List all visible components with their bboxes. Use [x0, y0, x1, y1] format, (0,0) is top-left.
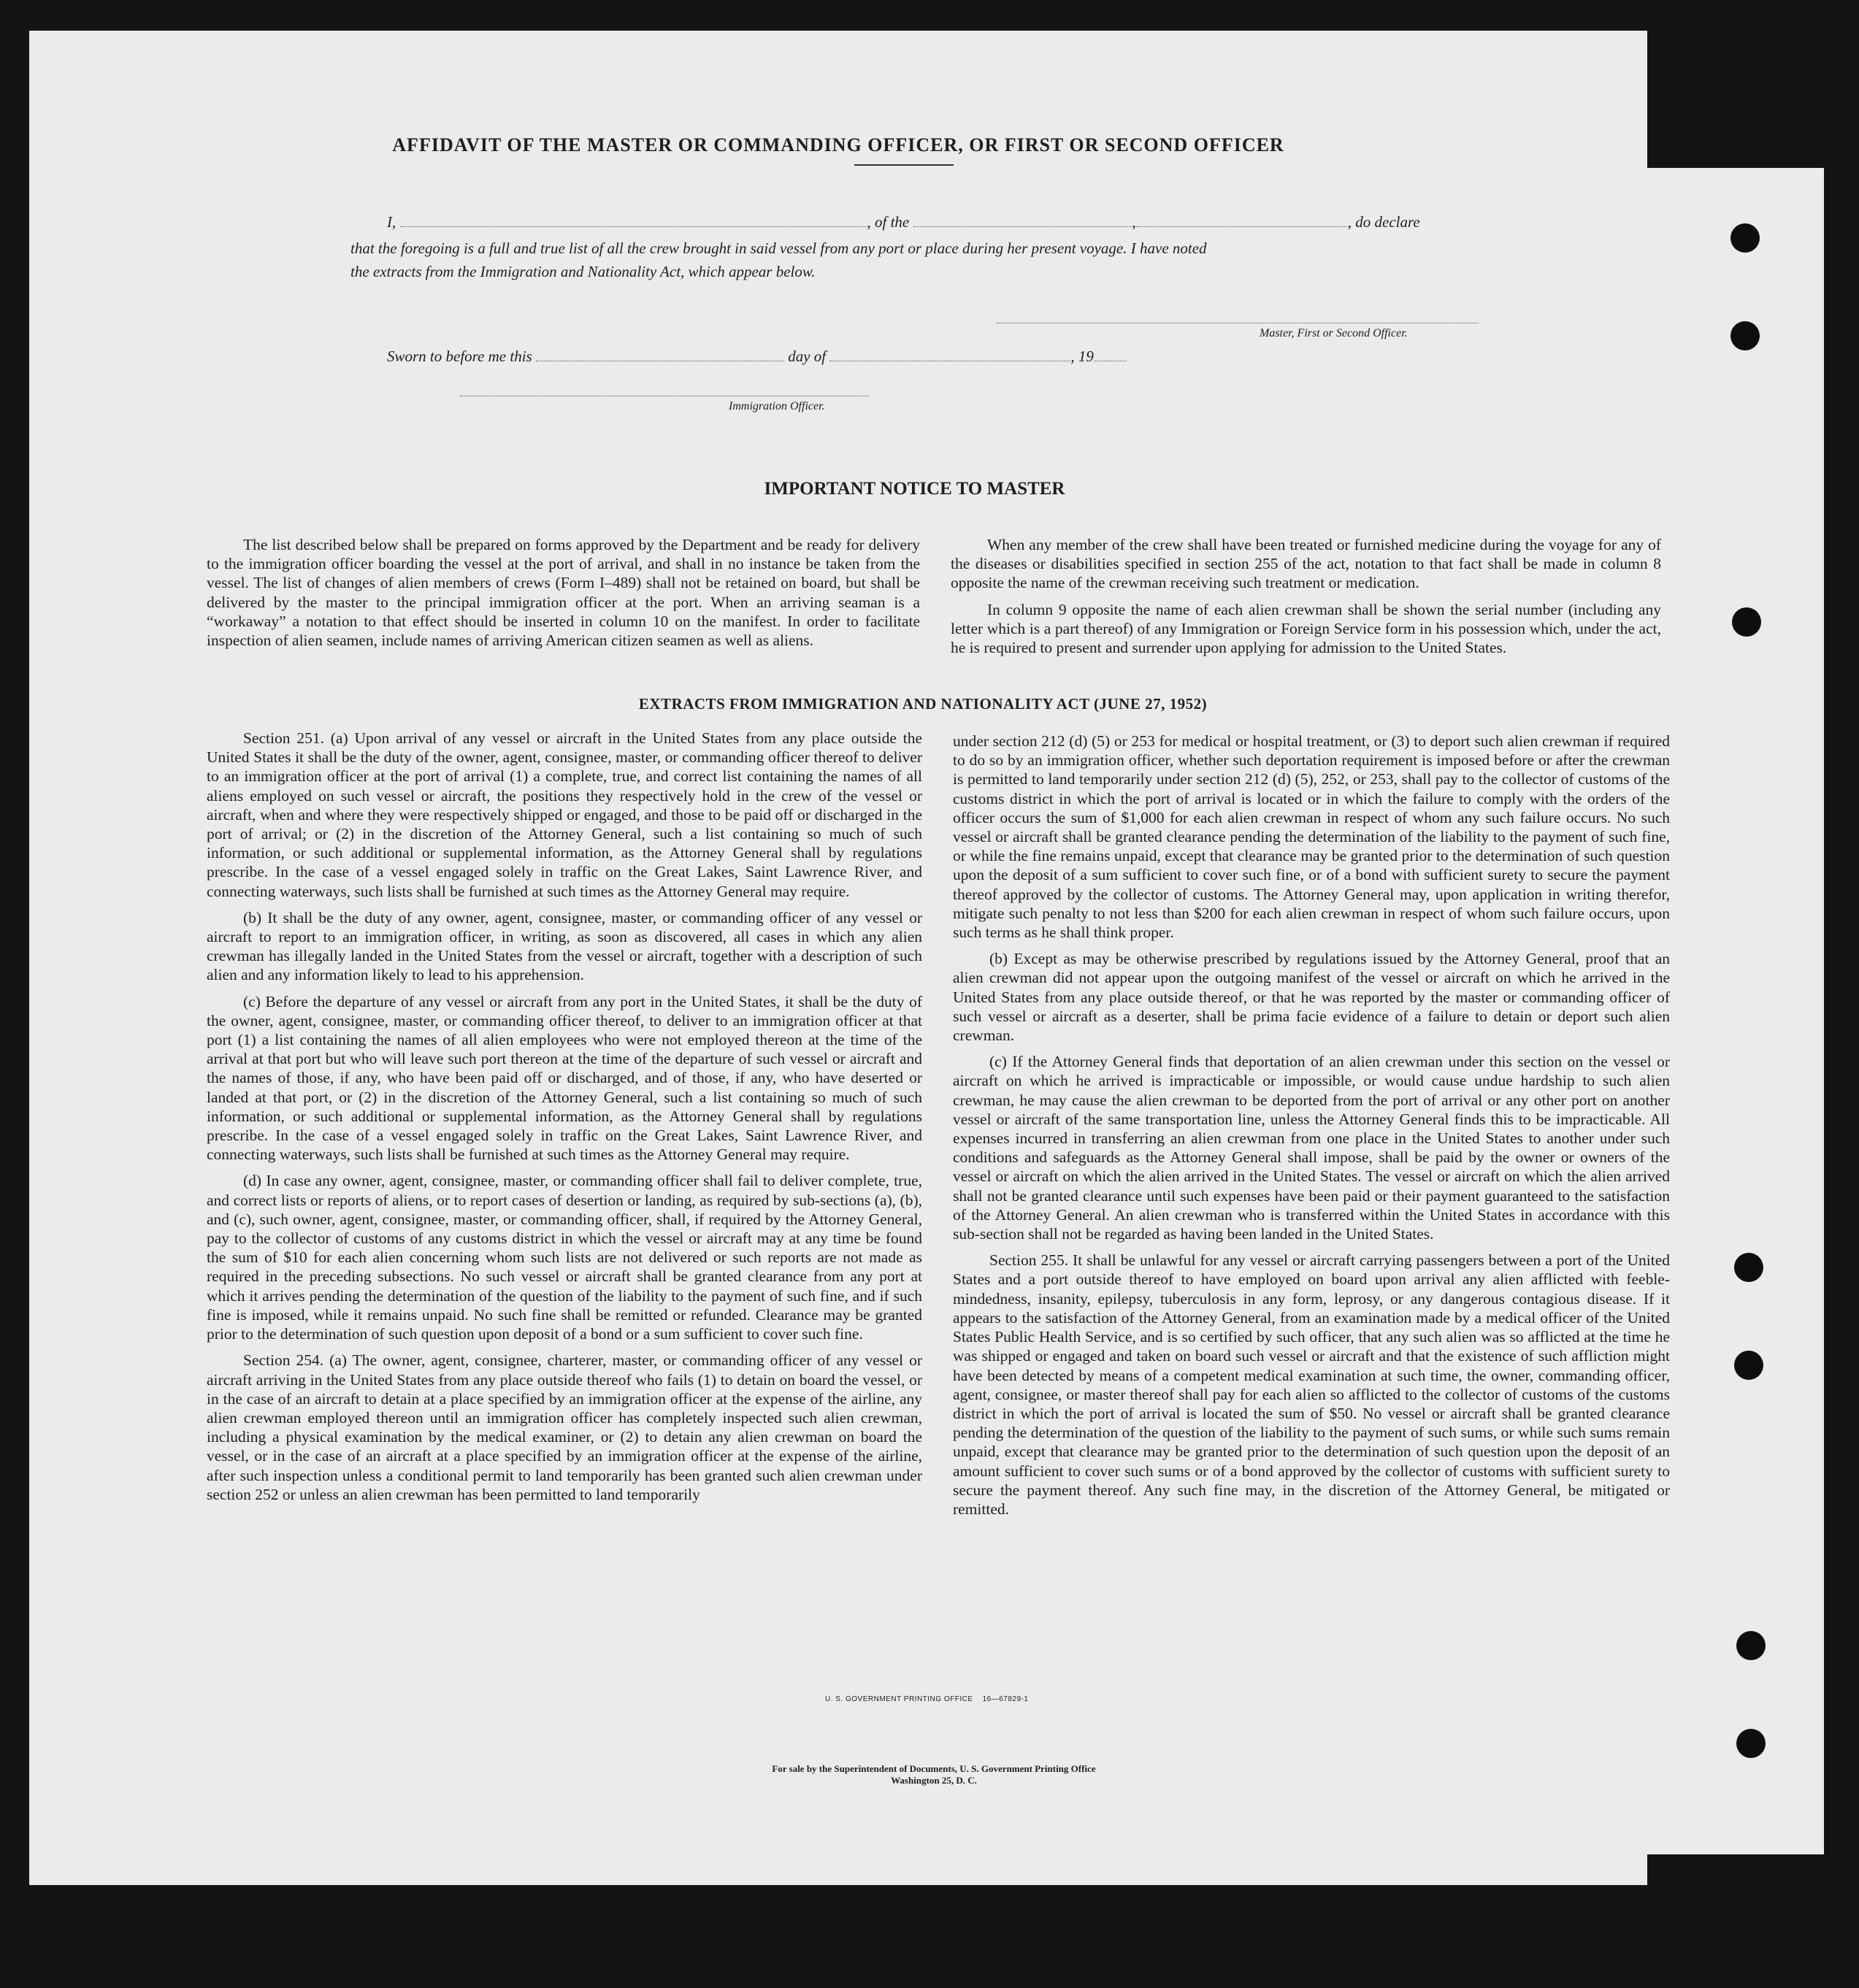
section-254-b: (b) Except as may be otherwise prescribed by regulations issued by the Attorney General, proof that an alien crewman did not appear upon the outgoing manifest of the vessel or aircraft on which he arrived in the United States from any place outside thereof, or that he was reported by the master or commanding officer of such vessel or aircraft as a deserter, shall be prima facie evidence of a failure to detain or deport such alien crewman.	[953, 950, 1670, 1045]
do-declare-label: , do declare	[1347, 213, 1420, 231]
sworn-label: Sworn to before me this	[387, 348, 532, 365]
section-254-a-cont: under section 212 (d) (5) or 253 for medical or hospital treatment, or (3) to deport such alien crewman if required to do so by an immigration officer, whether such deportation requirement is imposed before or after the crewman is permitted to land temporarily under section 212 (d) (5), 252, or 253, shall pay to the collector of customs of the customs district in which the port of arrival is located or in which the failure to comply with the orders of the officer occurs the sum of $1,000 for each alien crewman in respect of whom any such failure occurs. No such vessel or aircraft shall be granted clearance pending the determination of the liability to the payment of such fine, or while the fine remains unpaid, except that clearance may be granted prior to the determination of such question upon the deposit of a sum sufficient to cover such fine, or of a bond with sufficient surety to secure the payment thereof approved by the collector of customs. The Attorney General may, upon application in writing therefor, mitigate such penalty to not less than $200 for each alien crewman in respect of whom such failure occurs, upon such terms as he shall think proper.	[953, 732, 1670, 942]
of-the-label: , of the	[867, 213, 910, 231]
vessel-blank[interactable]	[913, 226, 1132, 227]
title-underline	[854, 164, 954, 166]
declaration-line-1	[387, 213, 1420, 231]
binder-hole	[1734, 1253, 1763, 1282]
declaration-line-2: that the foregoing is a full and true list of all the crew brought in said vessel from any port or place during her present voyage. I have noted	[350, 239, 1207, 257]
section-251-a: Section 251. (a) Upon arrival of any vessel or aircraft in the United States from any place outside the United States it shall be the duty of the owner, agent, consignee, master, or commanding officer thereof to deliver to an immigration officer at the port of arrival (1) a complete, true, and correct list containing the names of all aliens employed on such vessel or aircraft, the positions they respectively hold in the crew of the vessel or aircraft, when and where they were respectively shipped or engaged, and those to be paid off or discharged in the port of arrival; or (2) in the discretion of the Attorney General, such a list containing so much of such information, or such additional or supplemental information, as the Attorney General shall by regulations prescribe. In the case of a vessel engaged solely in traffic on the Great Lakes, Saint Lawrence River, and connecting waterways, such lists shall be furnished at such times as the Attorney General may require.	[207, 729, 922, 900]
vessel-blank-2[interactable]	[1136, 226, 1348, 227]
binder-hole	[1732, 607, 1761, 637]
name-blank[interactable]	[400, 226, 867, 227]
immigration-officer-label: Immigration Officer.	[729, 400, 825, 412]
form-page	[29, 134, 1824, 1854]
section-255: Section 255. It shall be unlawful for any vessel or aircraft carrying passengers between a port of the United States and a port outside thereof to have employed on board upon arrival any alien afflicted with feeble-mindedness, insanity, epilepsy, tuberculosis in any form, leprosy, or any dangerous contagious disease. If it appears to the satisfaction of the Attorney General, from an examination made by a medical officer of the United States Public Health Service, and is so certified by such officer, that any such alien was so afflicted at the time he was shipped or engaged and taken on board such vessel or aircraft and that the existence of such affliction might have been detected by means of a competent medical examination at such time, the owner, commanding officer, agent, consignee, or master thereof shall pay for each alien so afflicted to the collector of customs of the customs district in which the port of arrival is located the sum of $50. No vessel or aircraft shall be granted clearance pending the determination of the question of the liability to the payment of such sums, or while such sums remain unpaid, except that clearance may be granted prior to the determination of such question upon the deposit of an amount sufficient to cover such sums or of a bond approved by the collector of customs with sufficient surety to secure the payment thereof. Any such fine may, in the discretion of the Attorney General, be mitigated or remitted.	[953, 1251, 1670, 1518]
section-251-d: (d) In case any owner, agent, consignee, master, or commanding officer shall fail to deliver complete, true, and correct lists or reports of aliens, or to report cases of desertion or landing, as required by sub-sections (a), (b), and (c), such owner, agent, consignee, master, or commanding officer, shall, if required by the Attorney General, pay to the collector of customs of any customs district in which the vessel or aircraft may at any time be found the sum of $10 for each alien concerning whom such lists are not delivered or such reports are not made as required in the preceding subsections. No such vessel or aircraft shall be granted clearance from any port at which it arrives pending the determination of the question of the liability to the payment of such fine, and if such fine is imposed, while it remains unpaid. No such fine shall be remitted or refunded. Clearance may be granted prior to the determination of such question upon deposit of a bond or a sum sufficient to cover such fine.	[207, 1172, 922, 1343]
declaration-line-3: the extracts from the Immigration and Nationality Act, which appear below.	[350, 263, 816, 280]
notice-left-column	[207, 535, 920, 650]
affidavit-title: AFFIDAVIT OF THE MASTER OR COMMANDING OFFICER, OR FIRST OR SECOND OFFICER	[392, 134, 1284, 156]
notice-left-paragraph: The list described below shall be prepared on forms approved by the Department and be ready for delivery to the immigration officer boarding the vessel at the port of arrival, and shall in no instance be taken from the vessel. The list of changes of alien members of crews (Form I–489) shall not be retained on board, but shall be delivered by the master to the principal immigration officer at the port. When an arriving seaman is a “workaway” a notation to that effect should be inserted in column 10 on the manifest. In order to facilitate inspection of alien seamen, include names of arriving American citizen seamen as well as aliens.	[207, 536, 920, 650]
sworn-line	[387, 348, 1127, 366]
declaration-i: I,	[387, 213, 396, 231]
gpo-imprint: U. S. GOVERNMENT PRINTING OFFICE 16—67829-1	[825, 1695, 1029, 1703]
year-prefix: , 19	[1070, 348, 1094, 365]
section-251-c: (c) Before the departure of any vessel or aircraft from any port in the United States, it shall be the duty of the owner, agent, consignee, master, or commanding officer thereof, to deliver to an immigration officer at that port (1) a list containing the names of all alien employees who were not employed thereon at the time of the arrival at that port but who will leave such port thereon at the time of the departure of such vessel or aircraft and the names of those, if any, who have been paid off or discharged, and of those, if any, who have deserted or landed at that port, or (2) in the discretion of the Attorney General, such a list containing so much of such information, or such additional or supplemental information, as the Attorney General shall by regulations prescribe. In the case of a vessel engaged solely in traffic on the Great Lakes, Saint Lawrence River, and connecting waterways, such lists shall be furnished at such times as the Attorney General may require.	[207, 992, 922, 1164]
comma-label: ,	[1132, 213, 1136, 231]
binder-hole	[1734, 1351, 1763, 1380]
binder-hole	[1736, 1729, 1766, 1758]
extracts-right-column	[953, 732, 1670, 1519]
binder-hole	[1736, 1631, 1766, 1660]
notice-right-paragraph-2: In column 9 opposite the name of each alien crewman shall be shown the serial number (including any letter which is a part thereof) of any Immigration or Foreign Service form in his possession which, under the act, he is required to present and surrender upon applying for admission to the United States.	[951, 600, 1661, 657]
section-254-a: Section 254. (a) The owner, agent, consignee, charterer, master, or commanding officer of any vessel or aircraft arriving in the United States from any place outside thereof who fails (1) to detain on board the vessel, or in the case of an aircraft to detain at a place specified by an immigration officer at the expense of the airline, any alien crewman employed thereon until an immigration officer has completely inspected such alien crewman, including a physical examination by the medical examiner, or (2) to detain any alien crewman on board the vessel, or in the case of an aircraft at a place specified by an immigration officer at the expense of the airline, after such inspection unless a conditional permit to land temporarily has been granted such alien crewman under section 252 or unless an alien crewman has been permitted to land temporarily	[207, 1351, 922, 1503]
master-signature-label: Master, First or Second Officer.	[1260, 327, 1408, 339]
sale-line-2: Washington 25, D. C.	[891, 1775, 977, 1786]
section-254-c: (c) If the Attorney General finds that deportation of an alien crewman under this section on the vessel or aircraft on which he arrived is impracticable or impossible, or would cause undue hardship to such alien crewman, he may cause the alien crewman to be deported from the port of arrival or any other port on another vessel or aircraft of the same transportation line, unless the Attorney General finds this to be impracticable. All expenses incurred in transferring an alien crewman from one place in the United States to another under such conditions and safeguards as the Attorney General shall impose, shall be paid by the owner or owners of the vessel or aircraft on which the alien arrived in the United States. The vessel or aircraft on which the alien arrived shall not be granted clearance until such expenses have been paid or their payment guaranteed to the satisfaction of the Attorney General. An alien crewman who is transferred within the United States in accordance with this sub-section shall not be regarded as having been landed in the United States.	[953, 1053, 1670, 1243]
binder-hole	[1730, 223, 1760, 253]
section-251-b: (b) It shall be the duty of any owner, agent, consignee, master, or commanding officer of any vessel or aircraft to report to an immigration officer, in writing, as soon as discovered, all cases in which any alien crewman has illegally landed in the United States from the vessel or aircraft, together with a description of such alien and any information likely to lead to his apprehension.	[207, 908, 922, 984]
sale-line-1: For sale by the Superintendent of Documents, U. S. Government Printing Office	[772, 1763, 1096, 1774]
notice-title: IMPORTANT NOTICE TO MASTER	[764, 479, 1065, 499]
day-of-label: day of	[788, 348, 827, 365]
extracts-title: EXTRACTS FROM IMMIGRATION AND NATIONALITY ACT (JUNE 27, 1952)	[638, 695, 1208, 713]
notice-right-paragraph-1: When any member of the crew shall have been treated or furnished medicine during the voyage for any of the diseases or disabilities specified in section 255 of the act, notation to that fact shall be made in column 8 opposite the name of the crewman receiving such treatment or medication.	[951, 536, 1661, 592]
binder-hole	[1730, 321, 1760, 350]
extracts-left-column	[207, 729, 922, 1504]
notice-right-column	[951, 535, 1661, 657]
